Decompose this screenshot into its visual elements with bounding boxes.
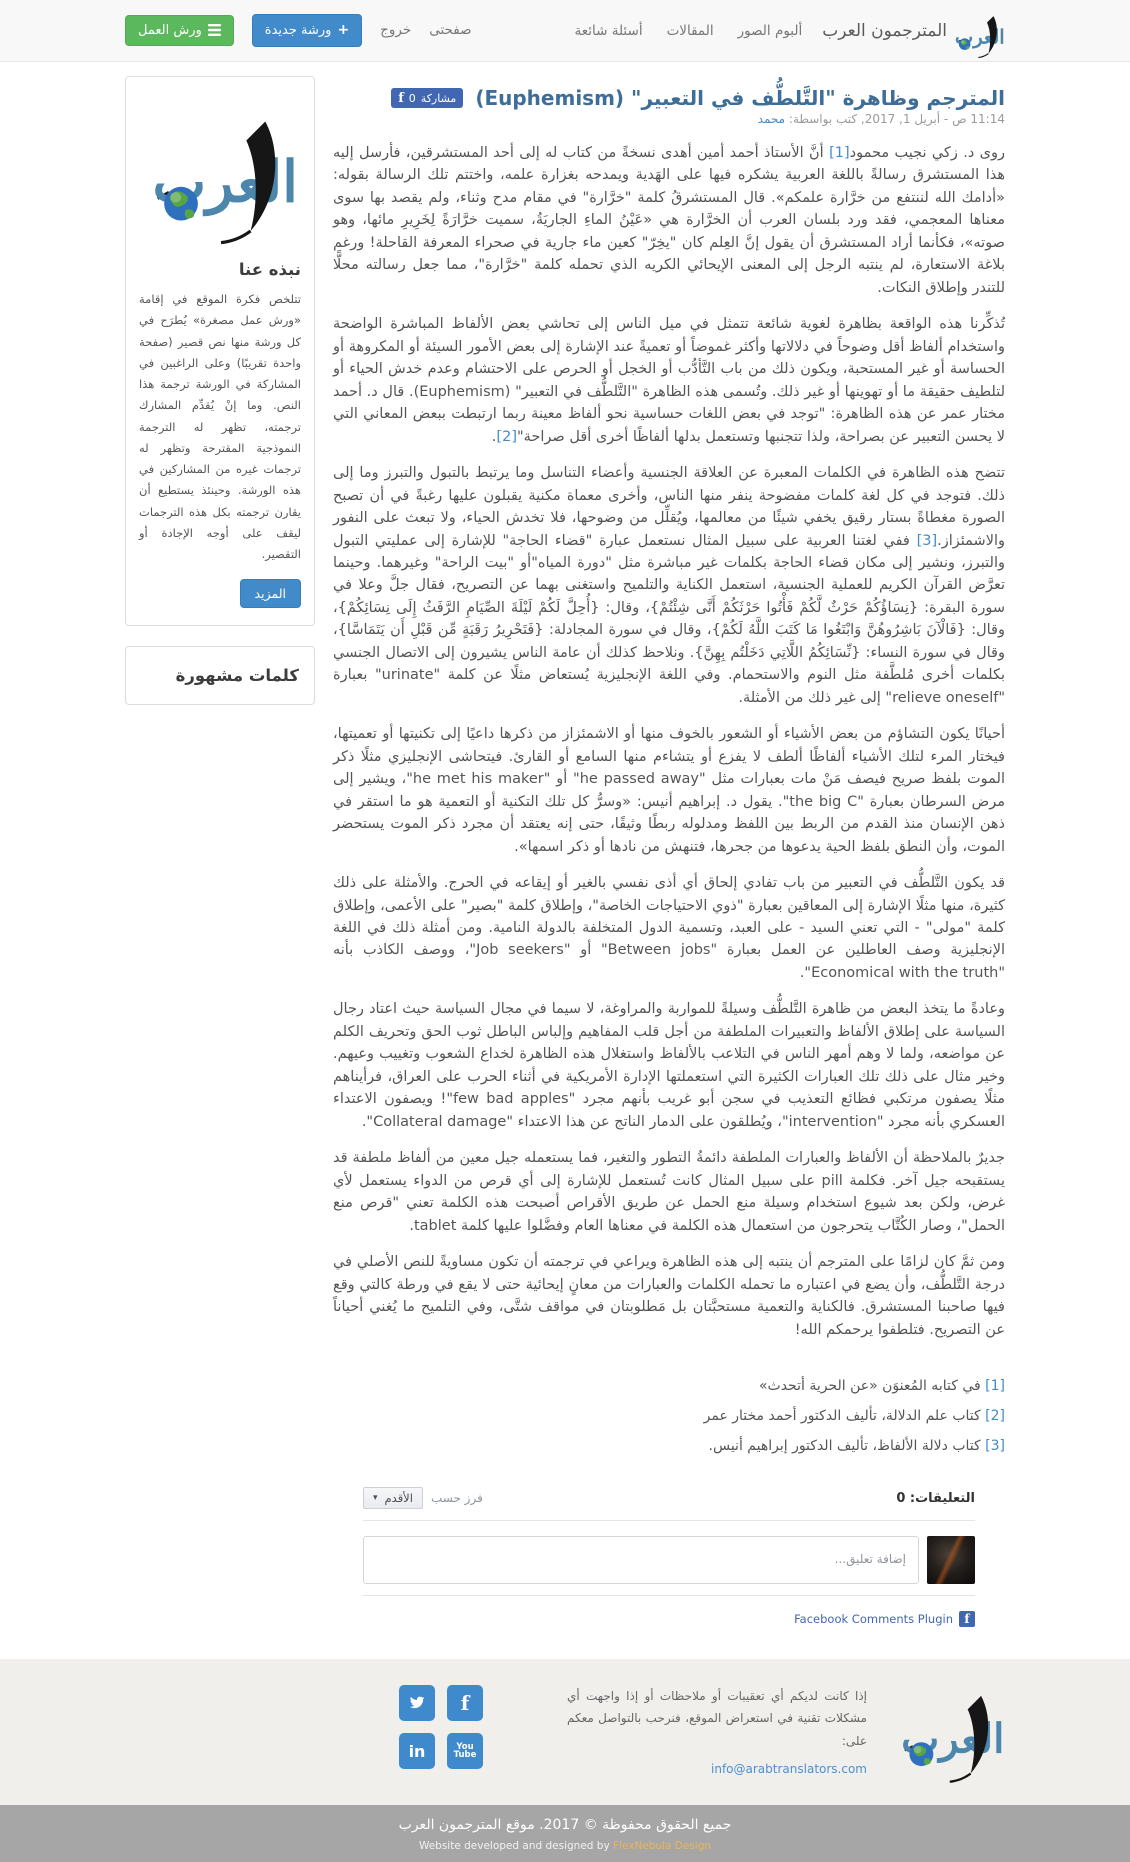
about-card <box>125 76 315 626</box>
nav-my-page[interactable]: صفحتى <box>429 22 472 39</box>
site-footer <box>0 1659 1130 1805</box>
article-meta <box>333 112 1005 126</box>
comment-input[interactable] <box>363 1536 919 1584</box>
footnote-anchor[interactable]: [3] <box>985 1438 1005 1455</box>
nav-photo-album[interactable]: ألبوم الصور <box>737 22 803 39</box>
facebook-f-glyph: f <box>460 1691 470 1716</box>
facebook-icon: f <box>398 90 404 106</box>
footer-contact <box>567 1675 867 1777</box>
article-paragraph: أحيانًا يكون التشاؤم من بعض الأشياء أو الشعور بالخوف منها أو الاشمئزاز من ذكرها داعيًا إلى تكنيتها أو تعميتها، فيختار المرء لتلك الأشياء ألفاظًا ألطف لا يفزع أو يتشاءم منها السامع أو القارئ. فيتحاشى الإنجليزي مثلًا ذكر الموت بلفظ صريح فيصف مَنْ مات بعبارات مثل "he passed away" أو "he met his maker"، ويشير إلى مرض السرطان بعبارة "the big C". يقول د. إبراهيم أنيس: «وسرُّ كل تلك التكنية أو التعمية هو ما استقر في ذهن الإنسان منذ القدم من الربط بين اللفظ ومدلوله ربطًا وثيقًا، حتى إنه يعتقد أن مجرد ذكر الموت يستحضر الموت، وأن النطق بلفظ الحية يدعوها من جحرها، فتنهش من نادها أو ذكر اسمها». <box>333 726 1005 855</box>
site-logo-icon <box>951 6 1005 60</box>
footnote-ref-link[interactable]: [3] <box>916 532 938 549</box>
credit-text: Website developed and designed by <box>418 1840 610 1853</box>
navbar-brand[interactable] <box>822 2 1005 60</box>
share-count: 0 <box>408 91 416 105</box>
footnotes <box>333 1371 1005 1461</box>
copyright-text: جميع الحقوق محفوظة © 2017. موقع المترجمون العرب <box>398 1817 732 1834</box>
sort-value: الأقدم <box>384 1491 413 1506</box>
user-nav <box>125 14 472 47</box>
nav-logout[interactable]: خروج <box>380 22 412 39</box>
workshops-button[interactable] <box>125 15 234 47</box>
sidebar-logo <box>141 92 299 250</box>
workshops-label: ورش العمل <box>138 22 202 38</box>
footer-logo <box>893 1675 1005 1787</box>
author-link[interactable]: محمد <box>757 112 786 126</box>
article-paragraph: وعادةً ما يتخذ البعض من ظاهرة التَّلطُّف وسيلةً للمواربة والمراوغة، لا سيما في مجال السياسة حيث اعتاد رجال السياسة على إطلاق الألفاظ والتعبيرات الملطفة من أجل قلب المفاهيم وإلباس الباطل ثوب الحق وتحريف الكلم عن مواضعه، ولما لا وهم أمهر الناس في التلاعب بالألفاظ واستغلال هذه الظاهرة لخداع الشعوب وتغييب وعيهم. وخير مثال على ذلك تلك العبارات الكثيرة التي استعملتها الإدارة الأمريكية في أثناء الحرب على العراق، فرأيناهم مثلًا يصفون مرتكبي فظائع التعذيب في سجن أبو غريب بأنهم مجرد "few bad apples"! ويصفون الاعتداء العسكري بأنه مجرد "intervention"، ويُطلقون على الدمار الناتج عن هذا الاعتداء "Collateral damage". <box>333 1001 1005 1130</box>
about-text: تتلخص فكرة الموقع في إقامة «ورش عمل مصغرة» يُطرَح في كل ورشة منها نص قصير (صفحة واحدة تقريبًا) وعلى الراغبين في المشاركة في الورشة ترجمة هذا النص. وما إنْ يُقدِّم المشارك ترجمته، تظهر له الترجمة النموذجية المقترحة وتظهر له ترجمات غيره من المشاركين في هذه الورشة. وحينئذ يستطيع أن يقارن ترجمته بكل هذه الترجمات ليقف على أوجه الإجادة أو التقصير. <box>139 292 301 562</box>
about-heading: نبذه عنا <box>238 260 301 279</box>
article <box>333 76 1005 1627</box>
youtube-glyph: You Tube <box>453 1741 477 1761</box>
footnote: [2] كتاب علم الدلالة، تأليف الدكتور أحمد مختار عمر <box>703 1408 1005 1425</box>
nav-faq[interactable]: أسئلة شائعة <box>574 22 643 39</box>
youtube-icon[interactable] <box>447 1733 483 1769</box>
footer-contact-text: إذا كانت لديكم أي تعقيبات أو ملاحظات أو إذا واجهت أي مشكلات تقنية في استعراض الموقع، فنرحب بالتواصل معكم على: <box>567 1689 867 1748</box>
top-navbar <box>0 0 1130 62</box>
article-paragraph: روى د. زكي نجيب محمود[1] أنَّ الأستاذ أحمد أمين أهدى نسخةً من كتاب له إلى أحد المستشرقين، فأرسل إليه هذا المستشرق رسالةً باللغة العربية يشكره فيها على الهَدية ويمدحه بغزارة علمه، واختتم تلك الرسالة بقوله: «أدامك الله لننتفع من خرَّارة علمكم». قال المستشرقُ كلمة "خرَّارة" في مقام مدح وثناء، ولم يقصد بها سوى معناها المعجمي، فقد ورد بلسان العرب أن الخرَّارة هي «عَيْنُ الماءِ الجاريَةُ، سميت خرَّارَةً لِخَرِيرِ مائها، وهو صوته»، فكأنما أراد المستشرق أن يقول إنَّ العِلم كان "يخِرّ" كعين ماء جارية في صحراء المعرفة القاحلة! ورغم بلاغة الاستعارة، لم ينتبه الرجل إلى المعنى الإيحائي الكريه الذي تحمله كلمة "خرَّارة"، مما جعل رسالته محلًّا للتندر وإطلاق النكات. <box>333 145 1005 296</box>
primary-nav <box>575 23 803 39</box>
user-avatar <box>927 1536 975 1584</box>
article-paragraph: تتضح هذه الظاهرة في الكلمات المعبرة عن العلاقة الجنسية وأعضاء التناسل وما يرتبط بالتبول والتبرز وما إلى ذلك. فتوجد في كل لغة كلمات مفضوحة ينفر منها الناس، وأخرى معماة مكنية يقبلون عليها رغبةً في أن تصبح الصورة مغطاةً بستار رقيق يخفي شيئًا من معالمها، ويُقلِّل من وضوحها، فلا تخدش الحياء، ولا تبعث على النفور والاشمئزاز.[3] ففي لغتنا العربية على سبيل المثال نستعمل عبارة "قضاء الحاجة" للإشارة إلى عمليتي التبول والتبرز، ونشير إلى مكان قضاء الحاجة بكلمات غير مباشرة مثل "دورة المياه"أو "بيت الراحة" وغيرهما. وحينما تعرَّض القرآن الكريم للعملية الجنسية، استعمل الكناية والتلميح واستغنى بهما عن التصريح، فقال جلَّ وعلا في سورة البقرة: {نِسَاؤُكُمْ حَرْثٌ لَّكُمْ فَأْتُوا حَرْثَكُمْ أَنَّى شِئْتُمْ}، وقال: {أُحِلَّ لَكُمْ لَيْلَةَ الصِّيَامِ الرَّفَثُ إِلَى نِسَائِكُمْ}، وقال: {فَالْآنَ بَاشِرُوهُنَّ وَابْتَغُوا مَا كَتَبَ اللَّهُ لَكُمْ}، وقال في سورة المجادلة: {فَتَحْرِيرُ رَقَبَةٍ مِّن قَبْلِ أَن يَتَمَاسَّا}، وقال في سورة النساء: {نِّسَائِكُمُ اللَّاتِي دَخَلْتُم بِهِنَّ}. ونلاحظ كذلك أن عامة الناس يشيرون إلى الاتصال الجنسي بكلمات أخرى مُلطَّفة مثل النوم والاستحمام. وفي اللغة الإنجليزية يُستعاض مثلًا عن كلمة "urinate" بعبارة "relieve oneself" إلى غير ذلك من الأمثلة. <box>333 465 1005 706</box>
footer-email-link[interactable]: info@arabtranslators.com <box>711 1761 867 1776</box>
footnote: [3] كتاب دلالة الألفاظ، تأليف الدكتور إبراهيم أنيس. <box>708 1438 1005 1455</box>
sort-dropdown[interactable] <box>363 1487 423 1509</box>
article-paragraph: جديرٌ بالملاحظة أن الألفاظ والعبارات الملطفة دائمةُ التطور والتغير، فما يستعمله جيل معين من ألفاظ ملطفة قد يستقبحه جيل آخر. فكلمة pill على سبيل المثال كانت تُستعمل للإشارة إلى أي قرص من الدواء يستعمل لأي غرض، ولكن بعد شيوع استخدام وسيلة منع الحمل عن طريق الأقراص أصبحت هذه الكلمة تعني "قرص منع الحمل"، وصار الكُتَّاب يتحرجون من استعمال هذه الكلمة في معناها العام وفضَّلوا عليها كلمة tablet. <box>333 1150 1005 1234</box>
facebook-icon: f <box>959 1611 975 1627</box>
more-button[interactable]: المزيد <box>240 579 301 608</box>
famous-words-heading: كلمات مشهورة <box>175 666 299 686</box>
copyright-bar <box>0 1805 1130 1862</box>
article-paragraph: ومن ثمَّ كان لزامًا على المترجم أن ينتبه إلى هذه الظاهرة ويراعي في ترجمته أن تكون مساويةً للنص الأصلي في درجة التَّلطُّف، وأن يضع في اعتباره ما تحمله الكلمات والعبارات من معانٍ إيحائية حتى لا يقع في ورطة كالتي وقع فيها صاحبنا المستشرق. فالكناية والتعمية مستحبَّتان بل مَطلوبتان في مواقف شتَّى، وفي التلميح ما يُغني أحياناً عن التصريح. فتلطفوا يرحمكم الله! <box>333 1254 1005 1338</box>
divider <box>363 1595 975 1596</box>
sort-by-label: فرز حسب <box>430 1491 483 1506</box>
article-body <box>333 142 1005 1341</box>
twitter-icon[interactable] <box>399 1685 435 1721</box>
list-icon <box>208 24 221 36</box>
share-label: مشاركة <box>420 91 457 105</box>
linkedin-icon[interactable] <box>399 1733 435 1769</box>
linkedin-in-glyph: in <box>408 1741 426 1761</box>
caret-down-icon: ▾ <box>373 1493 378 1504</box>
new-workshop-button[interactable] <box>252 14 362 47</box>
sidebar <box>125 76 315 725</box>
article-title: المترجم وظاهرة "التَّلطُّف في التعبير" (Euphemism) <box>475 86 1005 110</box>
divider <box>363 1520 975 1521</box>
plus-icon: + <box>337 22 350 39</box>
facebook-icon[interactable] <box>447 1685 483 1721</box>
article-datetime: 11:14 ص - أبريل 1, 2017, <box>860 112 1005 126</box>
social-links <box>399 1675 483 1769</box>
nav-articles[interactable]: المقالات <box>666 22 714 39</box>
credit-link[interactable]: FlexNebula Design <box>613 1840 712 1853</box>
brand-title: المترجمون العرب <box>822 20 947 41</box>
footnote-ref-link[interactable]: [2] <box>496 428 517 445</box>
article-paragraph: قد يكون التَّلطُّف في التعبير من باب تفادي إلحاق أي أذى نفسي بالغير أو إيقاعه في الحرج. والأمثلة على ذلك كثيرة، منها مثلًا الإشارة إلى المعاقين بعبارة "ذوي الاحتياجات الخاصة"، وإطلاق كلمة "بصير" على الأعمى، وإطلاق كلمة "مولى" - التي تعني السيد - على العبد، وتسمية الدول المتخلفة بالدولة النامية. ومن أمثلة ذلك في اللغة الإنجليزية وصف العاطلين عن العمل بعبارة "Between jobs" أو "Job seekers"، ووصف الكاذب بأنه "Economical with the truth". <box>333 875 1005 981</box>
comments-count: التعليقات: 0 <box>896 1490 975 1506</box>
footnote-ref-link[interactable]: [1] <box>829 145 850 161</box>
fb-comments-plugin-link[interactable]: Facebook Comments Plugin <box>794 1612 953 1627</box>
article-paragraph: تُذكِّرنا هذه الواقعة بظاهرة لغوية شائعة تتمثل في ميل الناس إلى تحاشي بعض الألفاظ المباشرة الواضحة واستخدام ألفاظ أقل وضوحاً في دلالاتها وأكثر غموضاً أو تعميةً عند الإشارة إلى بعض الأمور السيئة أو المكروهة أو الحساسة أو غير المستحبة، ويكون ذلك من باب التَّأدُّب أو الخجل أو الحرص على الاحتشام وعدم خدش الحياء أو لتلطيف حقيقة ما أو تهوينها أو غير ذلك. وتُسمى هذه الظاهرة "التَّلطُّف في التعبير" (Euphemism). قال د. أحمد مختار عمر عن هذه الظاهرة: "توجد في بعض اللغات حساسية نحو ألفاظ معينة ربما ارتبطت ببعض المعاني التي لا يحسن التعبير عن بصراحة، ولذا تتجنبها وتستعمل بدلها ألفاظًا أخرى أقل صراحة"[2]. <box>333 316 1005 445</box>
footnote-anchor[interactable]: [2] <box>985 1408 1005 1425</box>
twitter-bird-icon <box>407 1693 427 1713</box>
new-workshop-label: ورشة جديدة <box>264 22 332 38</box>
written-by-label: كتب بواسطة: <box>788 112 858 126</box>
developer-credit <box>0 1840 1130 1852</box>
footnote-anchor[interactable]: [1] <box>985 1377 1005 1394</box>
facebook-share-button[interactable] <box>391 88 463 108</box>
famous-words-card <box>125 646 315 705</box>
footnote: [1] في كتابه المُعنوَن «عن الحرية أتحدث» <box>758 1377 1005 1394</box>
comments-section <box>363 1487 975 1627</box>
